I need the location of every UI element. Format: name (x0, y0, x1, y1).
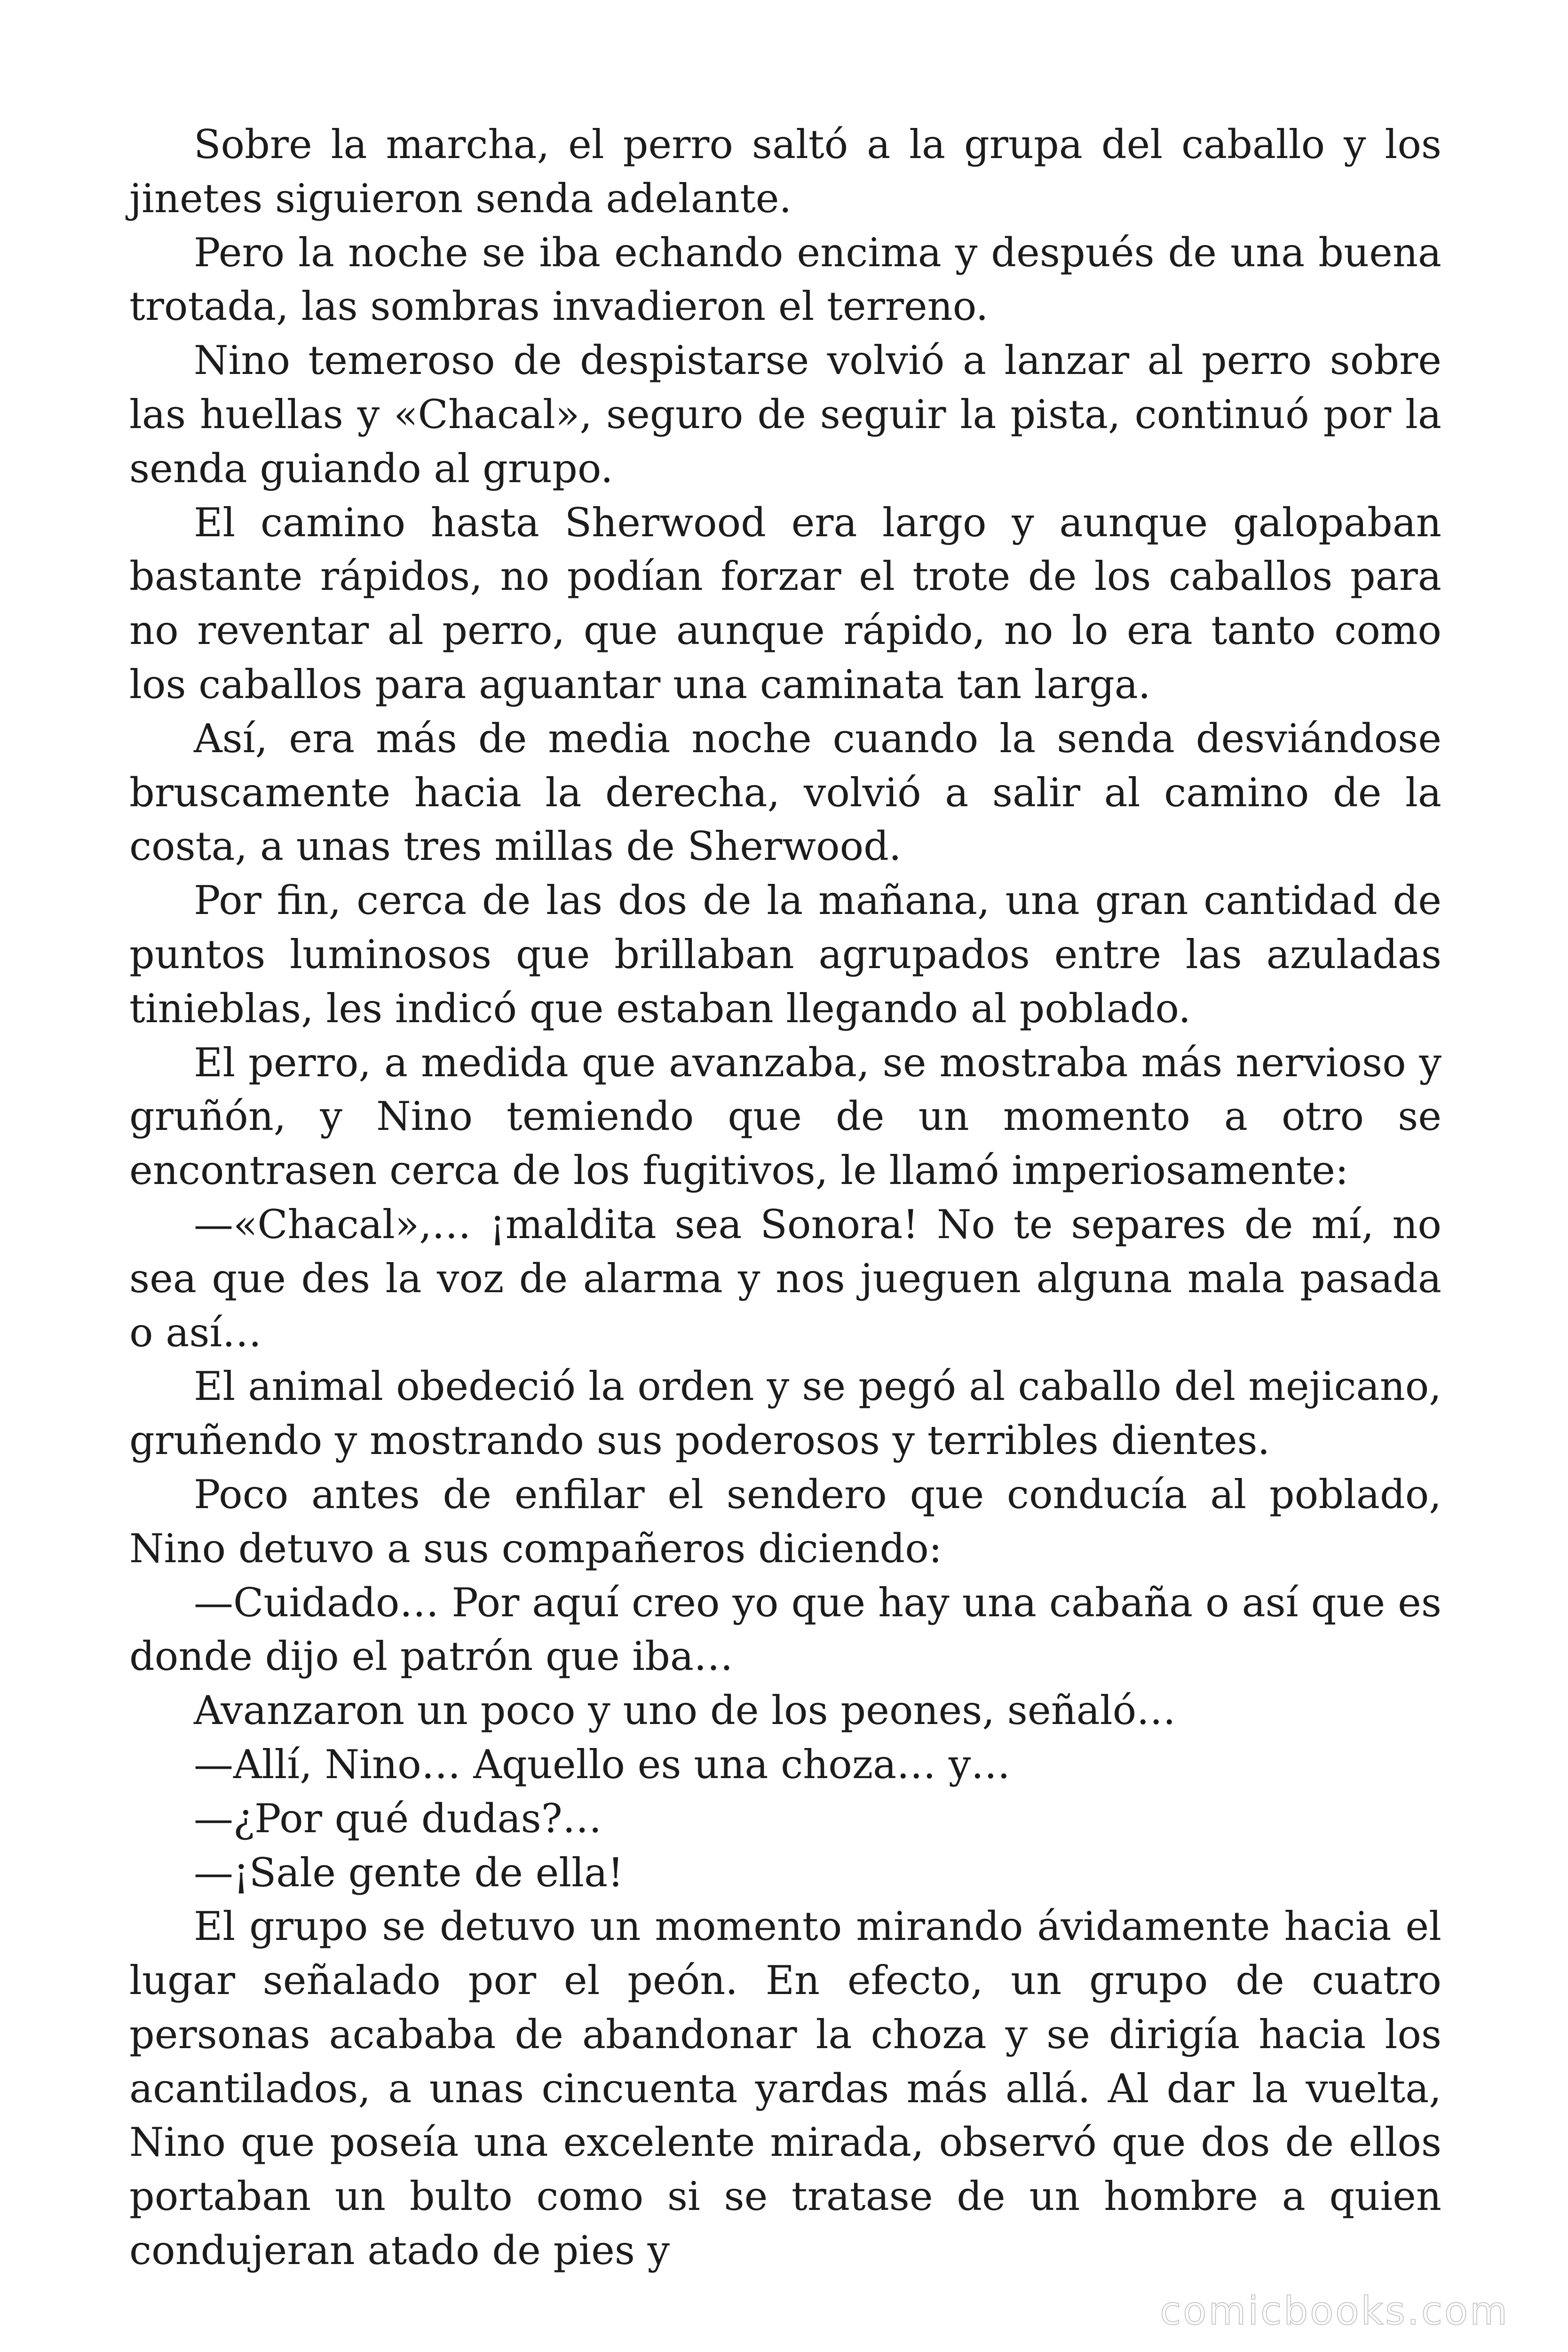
paragraph: Sobre la marcha, el perro saltó a la grupa del caballo y los jinetes siguieron senda adelante. (129, 121, 1441, 222)
dialogue-paragraph: —¿Por qué dudas?… (194, 1795, 602, 1842)
paragraph: El camino hasta Sherwood era largo y aunque galopaban bastante rápidos, no podían forzar el trote de los caballos para no reventar al perro, que aunque rápido, no lo era tanto como los caballos para aguantar una caminata tan larga. (129, 499, 1441, 707)
dialogue-paragraph: —¡Sale gente de ella! (194, 1849, 624, 1896)
page-body (129, 118, 1441, 2278)
paragraph: Poco antes de enfilar el sendero que conducía al poblado, Nino detuvo a sus compañeros diciendo: (129, 1471, 1441, 1572)
dialogue-paragraph: —Cuidado… Por aquí creo yo que hay una cabaña o así que es donde dijo el patrón que iba… (129, 1579, 1441, 1680)
paragraph: Avanzaron un poco y uno de los peones, señaló… (194, 1687, 1176, 1734)
paragraph: El grupo se detuvo un momento mirando ávidamente hacia el lugar señalado por el peón. En efecto, un grupo de cuatro personas acababa de abandonar la choza y se dirigía hacia los acantilados, a unas cincuenta yardas más allá. Al dar la vuelta, Nino que poseía una excelente mirada, observó que dos de ellos portaban un bulto como si se tratase de un hombre a quien condujeran atado de pies y (129, 1903, 1441, 2274)
dialogue-paragraph: —Allí, Nino… Aquello es una choza… y… (194, 1741, 1011, 1788)
paragraph: Así, era más de media noche cuando la senda desviándose bruscamente hacia la derecha, volvió a salir al camino de la costa, a unas tres millas de Sherwood. (129, 715, 1441, 870)
paragraph: Por fin, cerca de las dos de la mañana, una gran cantidad de puntos luminosos que brillaban agrupados entre las azuladas tinieblas, les indicó que estaban llegando al poblado. (129, 877, 1441, 1032)
dialogue-paragraph: —«Chacal»,… ¡maldita sea Sonora! No te separes de mí, no sea que des la voz de alarma y nos jueguen alguna mala pasada o así… (129, 1201, 1441, 1356)
paragraph: Nino temeroso de despistarse volvió a lanzar al perro sobre las huellas y «Chacal», seguro de seguir la pista, continuó por la senda guiando al grupo. (129, 337, 1441, 492)
paragraph: Pero la noche se iba echando encima y después de una buena trotada, las sombras invadieron el terreno. (129, 229, 1441, 330)
paragraph: El animal obedeció la orden y se pegó al caballo del mejicano, gruñendo y mostrando sus poderosos y terribles dientes. (129, 1363, 1441, 1464)
paragraph: El perro, a medida que avanzaba, se mostraba más nervioso y gruñón, y Nino temiendo que de un momento a otro se encontrasen cerca de los fugitivos, le llamó imperiosamente: (129, 1039, 1441, 1194)
watermark: comicbooks.com (1160, 2289, 1509, 2334)
